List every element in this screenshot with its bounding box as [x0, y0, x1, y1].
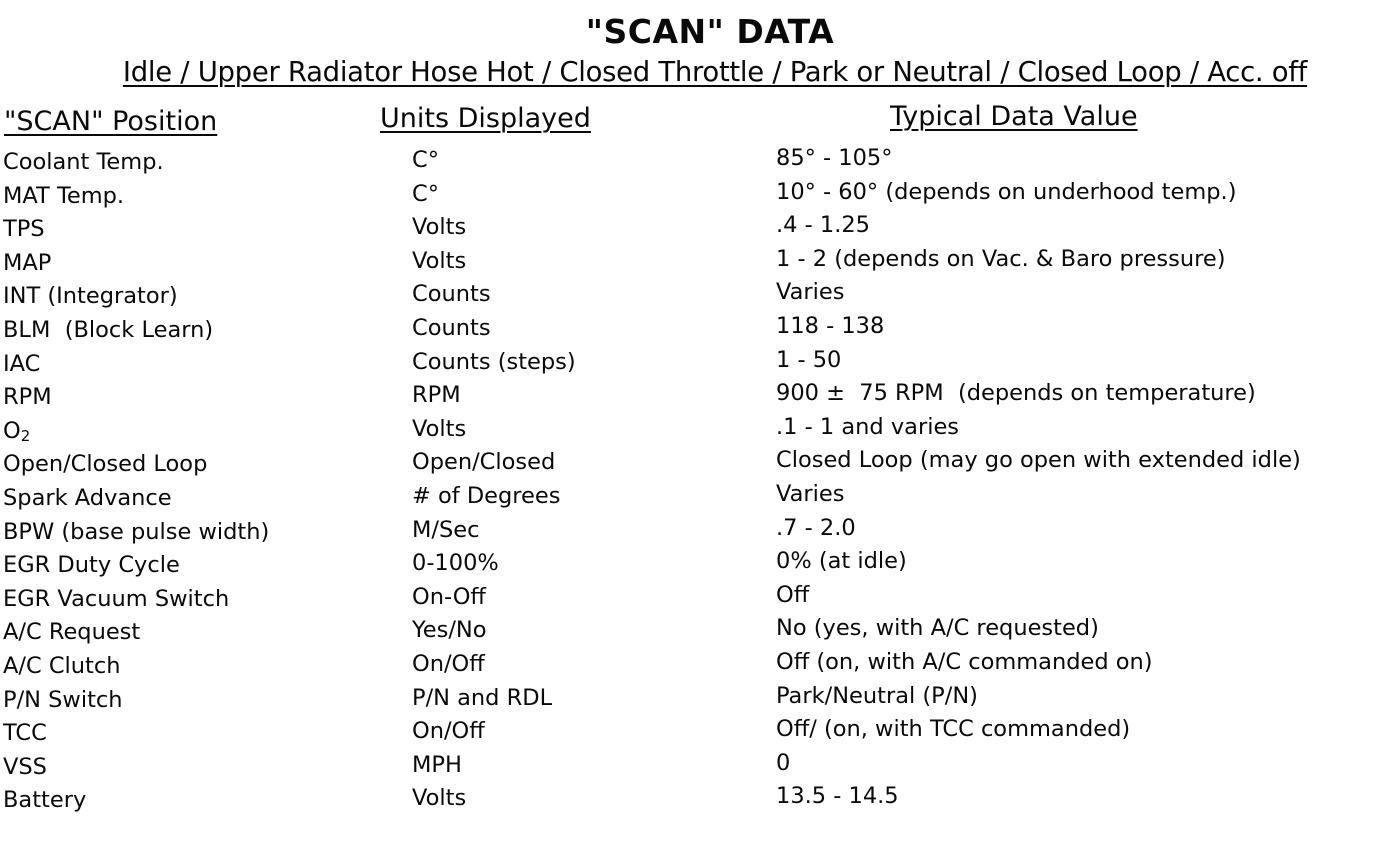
- units-cell: # of Degrees: [412, 482, 561, 509]
- typical-value-cell: 1 - 50: [776, 346, 842, 373]
- scan-data-table: [0, 146, 1392, 818]
- scan-position-cell: [3, 418, 30, 445]
- table-row: [0, 180, 1392, 214]
- table-row: [0, 684, 1392, 718]
- units-cell: Yes/No: [412, 617, 487, 644]
- units-cell: On-Off: [412, 583, 486, 610]
- units-cell: M/Sec: [412, 516, 480, 543]
- table-row: [0, 482, 1392, 516]
- table-row: [0, 784, 1392, 818]
- typical-value-cell: Varies: [776, 279, 845, 306]
- scan-position-cell: RPM: [3, 384, 52, 411]
- table-row: [0, 516, 1392, 550]
- column-header-typical-value: Typical Data Value: [890, 101, 1138, 132]
- typical-value-cell: .4 - 1.25: [776, 212, 870, 239]
- typical-value-cell: 118 - 138: [776, 312, 885, 339]
- typical-value-cell: 0: [776, 749, 791, 776]
- scan-position-cell: INT (Integrator): [3, 283, 178, 310]
- table-row: [0, 348, 1392, 382]
- scan-position-cell: A/C Clutch: [3, 652, 121, 679]
- typical-value-cell: Off/ (on, with TCC commanded): [776, 716, 1131, 743]
- units-cell: Counts: [412, 281, 491, 308]
- column-header-units: Units Displayed: [380, 103, 591, 134]
- scan-position-cell: Open/Closed Loop: [3, 451, 208, 478]
- scan-position-cell: EGR Duty Cycle: [3, 552, 180, 579]
- scan-position-cell: Coolant Temp.: [3, 149, 164, 175]
- units-cell: C°: [412, 147, 439, 173]
- scan-position-cell: MAP: [3, 249, 52, 276]
- scan-position-cell: BPW (base pulse width): [3, 518, 270, 545]
- table-row: [0, 751, 1392, 785]
- column-header-position: "SCAN" Position: [4, 106, 218, 137]
- table-row: [0, 280, 1392, 314]
- table-row: [0, 415, 1392, 449]
- units-cell: Volts: [412, 415, 467, 442]
- scan-position-cell: Battery: [3, 787, 87, 814]
- scan-position-cell: IAC: [3, 350, 41, 377]
- conditions-subtitle: Idle / Upper Radiator Hose Hot / Closed Throttle / Park or Neutral / Closed Loop / Acc. off: [122, 56, 1308, 88]
- typical-value-cell: 0% (at idle): [776, 548, 907, 575]
- page-title: "SCAN" DATA: [585, 12, 835, 51]
- typical-value-cell: 1 - 2 (depends on Vac. & Baro pressure): [776, 245, 1226, 272]
- units-cell: MPH: [412, 751, 462, 778]
- scan-position-cell: P/N Switch: [3, 686, 123, 713]
- units-cell: Counts (steps): [412, 348, 576, 375]
- o2-subscript: 2: [20, 426, 31, 445]
- units-cell: Volts: [412, 214, 467, 241]
- scan-position-cell: BLM (Block Learn): [3, 316, 214, 343]
- units-cell: Volts: [412, 247, 467, 274]
- units-cell: Open/Closed: [412, 449, 556, 476]
- table-row: [0, 247, 1392, 281]
- scan-position-cell: TPS: [3, 216, 45, 243]
- typical-value-cell: 900 ± 75 RPM (depends on temperature): [776, 380, 1256, 407]
- table-row: [0, 717, 1392, 751]
- table-row: [0, 146, 1392, 180]
- table-row: [0, 583, 1392, 617]
- typical-value-cell: .1 - 1 and varies: [776, 413, 960, 440]
- o2-label: O: [3, 417, 21, 444]
- units-cell: P/N and RDL: [412, 684, 553, 711]
- table-row: [0, 650, 1392, 684]
- scan-position-cell: Spark Advance: [3, 484, 172, 511]
- units-cell: 0-100%: [412, 550, 499, 577]
- typical-value-cell: No (yes, with A/C requested): [776, 615, 1099, 642]
- table-row: [0, 616, 1392, 650]
- typical-value-cell: Closed Loop (may go open with extended idle): [776, 447, 1301, 474]
- typical-value-cell: .7 - 2.0: [776, 514, 856, 541]
- scan-position-cell: MAT Temp.: [3, 182, 125, 209]
- table-row: [0, 213, 1392, 247]
- units-cell: RPM: [412, 382, 461, 409]
- units-cell: On/Off: [412, 718, 485, 745]
- table-row: [0, 314, 1392, 348]
- table-row: [0, 381, 1392, 415]
- scan-position-cell: VSS: [3, 753, 47, 780]
- typical-value-cell: 13.5 - 14.5: [776, 783, 899, 810]
- table-row: [0, 448, 1392, 482]
- units-cell: C°: [412, 180, 439, 207]
- units-cell: Counts: [412, 314, 491, 341]
- typical-value-cell: Off: [776, 581, 810, 608]
- typical-value-cell: Park/Neutral (P/N): [776, 682, 978, 709]
- scan-position-cell: EGR Vacuum Switch: [3, 585, 230, 612]
- typical-value-cell: Varies: [776, 480, 845, 507]
- table-row: [0, 549, 1392, 583]
- typical-value-cell: Off (on, with A/C commanded on): [776, 648, 1153, 675]
- scan-position-cell: TCC: [3, 720, 47, 747]
- typical-value-cell: 85° - 105°: [776, 145, 893, 171]
- units-cell: On/Off: [412, 650, 485, 677]
- units-cell: Volts: [412, 785, 467, 812]
- scan-position-cell: A/C Request: [3, 619, 141, 646]
- typical-value-cell: 10° - 60° (depends on underhood temp.): [776, 178, 1237, 205]
